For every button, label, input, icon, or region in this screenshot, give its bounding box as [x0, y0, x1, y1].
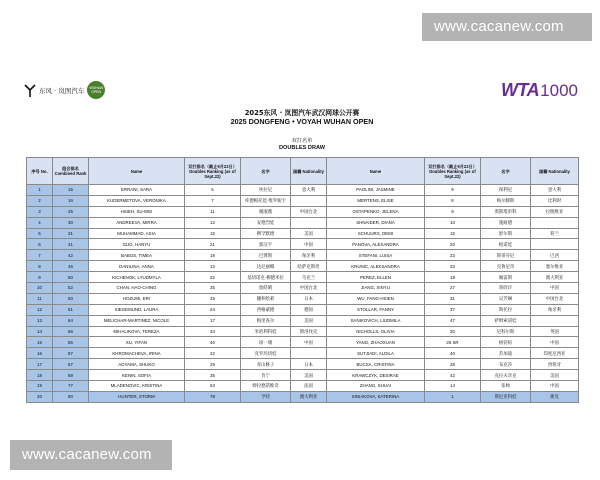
cell-player-1-ranking: 22 — [185, 348, 241, 359]
header-seq: 序号 No. — [27, 158, 53, 185]
cell-player-1-name-zh: 谢淑薇 — [241, 206, 291, 217]
cell-player-2-nationality — [531, 217, 579, 228]
cell-player-2-nationality: 印度尼西亚 — [531, 348, 579, 359]
cell-seq: 19 — [27, 381, 53, 392]
cell-combined-rank: 15 — [53, 185, 89, 196]
cell-player-1-nationality: 美国 — [291, 228, 327, 239]
cell-player-2-name-zh: 帕诺娃 — [481, 239, 531, 250]
table-row — [27, 381, 579, 392]
cell-seq: 2 — [27, 195, 53, 206]
cell-player-1-ranking: 13 — [185, 261, 241, 272]
cell-player-1-nationality — [291, 195, 327, 206]
cell-player-2-nationality: 中国 — [531, 337, 579, 348]
sponsor-logo-text: 东风 · 岚图汽车 — [39, 86, 85, 95]
cell-player-2-name: NICHOLLS, OLIVIA — [327, 326, 425, 337]
cell-player-1-nationality: 德国 — [291, 304, 327, 315]
cell-player-2-nationality: 中国台北 — [531, 293, 579, 304]
table-body — [27, 185, 579, 403]
cell-player-2-nationality: 西班牙 — [531, 359, 579, 370]
cell-player-1-nationality: 法国 — [291, 381, 327, 392]
cell-player-2-name: ZHANG, SHUAI — [327, 381, 425, 392]
cell-player-2-name-zh: 苏加迪 — [481, 348, 531, 359]
cell-player-1-name: KUDERMETOVA, VERONIKA — [89, 195, 185, 206]
cell-player-2-ranking: 23 — [425, 250, 481, 261]
cell-player-2-name-zh: 吴芳娴 — [481, 293, 531, 304]
cell-player-1-name: CHAN, HAO-CHING — [89, 283, 185, 294]
cell-player-2-nationality: 意大利 — [531, 185, 579, 196]
cell-player-1-ranking: 24 — [185, 304, 241, 315]
cell-player-2-name-zh: 施耐德 — [481, 217, 531, 228]
cell-player-1-name-zh: 穗积绘莉 — [241, 293, 291, 304]
cell-player-1-nationality: 斯洛伐克 — [291, 326, 327, 337]
cell-player-1-nationality: 中国台北 — [291, 283, 327, 294]
cell-combined-rank: 87 — [53, 348, 89, 359]
dongfeng-voyah-logo — [24, 78, 105, 102]
table-row — [27, 283, 579, 294]
cell-seq: 8 — [27, 261, 53, 272]
cell-player-2-name: PAOLINI, JASMINE — [327, 185, 425, 196]
header-name-zh: 名字 — [241, 158, 291, 185]
cell-player-1-name: ANDREEVA, MIRRA — [89, 217, 185, 228]
cell-player-1-name: MELICHAR-MARTINEZ, NICOLE — [89, 315, 185, 326]
cell-player-1-name: SIEGEMUND, LAURA — [89, 304, 185, 315]
cell-player-1-name: HUNTER, STORM — [89, 391, 185, 402]
cell-player-2-nationality: 荷兰 — [531, 228, 579, 239]
cell-player-1-ranking: 7 — [185, 195, 241, 206]
cell-seq: 3 — [27, 206, 53, 217]
cell-combined-rank: 16 — [53, 195, 89, 206]
cell-seq: 4 — [27, 217, 53, 228]
cell-player-1-ranking: 15 — [185, 228, 241, 239]
draw-document — [22, 74, 582, 414]
cell-combined-rank: 30 — [53, 217, 89, 228]
cell-player-1-ranking: 29 — [185, 359, 241, 370]
cell-player-2-name-zh: 保利尼 — [481, 185, 531, 196]
badge-text: WUHAN OPEN — [89, 86, 104, 94]
cell-player-1-nationality: 美国 — [291, 370, 327, 381]
table-row — [27, 261, 579, 272]
doubles-draw-table — [26, 157, 579, 403]
watermark-top: www.cacanew.com — [422, 13, 592, 41]
cell-player-1-name-zh: 西格蒙德 — [241, 304, 291, 315]
cell-player-2-ranking: 33 — [425, 261, 481, 272]
table-row — [27, 391, 579, 402]
cell-player-1-name-zh: 梅里查尔 — [241, 315, 291, 326]
cell-player-1-name: GUO, HANYU — [89, 239, 185, 250]
cell-player-2-name-zh: 布克莎 — [481, 359, 531, 370]
cell-player-2-ranking: 8 — [425, 195, 481, 206]
cell-player-2-name-zh: 尼科尔斯 — [481, 326, 531, 337]
cell-player-2-name-zh: 斯蒂芬尼 — [481, 250, 531, 261]
cell-combined-rank: 67 — [53, 359, 89, 370]
table-row — [27, 250, 579, 261]
table-row — [27, 195, 579, 206]
header-name: Name — [89, 158, 185, 185]
cell-combined-rank: 31 — [53, 228, 89, 239]
cell-combined-rank: 69 — [53, 370, 89, 381]
cell-player-2-nationality: 匈牙利 — [531, 304, 579, 315]
cell-seq: 17 — [27, 359, 53, 370]
cell-player-2-nationality: 中国 — [531, 381, 579, 392]
cell-seq: 13 — [27, 315, 53, 326]
cell-player-1-nationality: 匈牙利 — [291, 250, 327, 261]
table-row — [27, 293, 579, 304]
cell-player-2-nationality: 英国 — [531, 326, 579, 337]
cell-combined-rank: 61 — [53, 304, 89, 315]
header-doubles-ranking-2: 双打排名（截止9月22日） Doubles Ranking (as of Sept.22) — [425, 158, 481, 185]
cell-player-2-nationality: 巴西 — [531, 250, 579, 261]
header-doubles-ranking: 双打排名（截止9月22日） Doubles Ranking (as of Sept.22) — [185, 158, 241, 185]
cell-seq: 1 — [27, 185, 53, 196]
cell-player-1-ranking: 19 — [185, 250, 241, 261]
cell-player-1-nationality: 美国 — [291, 315, 327, 326]
cell-player-1-name: HSIEH, SU-WEI — [89, 206, 185, 217]
cell-player-2-nationality — [531, 239, 579, 250]
cell-player-2-nationality: 拉脱维亚 — [531, 206, 579, 217]
table-header-row — [27, 158, 579, 185]
cell-player-1-name-zh: 米哈利科娃 — [241, 326, 291, 337]
cell-player-1-ranking: 17 — [185, 315, 241, 326]
cell-player-2-ranking: 9 — [425, 206, 481, 217]
table-row — [27, 370, 579, 381]
cell-combined-rank: 25 — [53, 206, 89, 217]
cell-player-1-ranking: 40 — [185, 337, 241, 348]
cell-player-1-name-zh: 青山修子 — [241, 359, 291, 370]
cell-player-1-name: MIHALIKOVA, TEREZA — [89, 326, 185, 337]
subtitle-english: DOUBLES DRAW — [279, 145, 325, 151]
cell-player-2-name: SUTJIADI, ALDILA — [327, 348, 425, 359]
cell-player-1-nationality: 日本 — [291, 359, 327, 370]
cell-player-2-name: YANG, ZHAOXUAN — [327, 337, 425, 348]
cell-seq: 12 — [27, 304, 53, 315]
cell-seq: 5 — [27, 228, 53, 239]
cell-player-1-ranking: 35 — [185, 370, 241, 381]
cell-combined-rank: 77 — [53, 381, 89, 392]
cell-player-2-name-zh: 斯尼亚科娃 — [481, 391, 531, 402]
cell-player-2-ranking: 20 — [425, 239, 481, 250]
cell-player-1-ranking: 63 — [185, 381, 241, 392]
cell-combined-rank: 41 — [53, 239, 89, 250]
cell-player-2-nationality: 捷克 — [531, 391, 579, 402]
cell-player-1-name-zh: 安德烈娃 — [241, 217, 291, 228]
cell-combined-rank: 80 — [53, 391, 89, 402]
cell-player-1-ranking: 21 — [185, 239, 241, 250]
header-name-zh-2: 名字 — [481, 158, 531, 185]
cell-player-1-nationality: 澳大利亚 — [291, 391, 327, 402]
cell-player-1-ranking: 78 — [185, 391, 241, 402]
cell-combined-rank: 46 — [53, 261, 89, 272]
cell-player-1-nationality — [291, 217, 327, 228]
wta-1000-logo — [501, 80, 578, 101]
table-row — [27, 228, 579, 239]
cell-player-1-name: XU, YIFAN — [89, 337, 185, 348]
cell-player-1-name: BABOS, TIMEA — [89, 250, 185, 261]
cell-player-2-ranking: 42 — [425, 370, 481, 381]
cell-player-1-name-zh: 姆拉德诺维奇 — [241, 381, 291, 392]
header-nationality-2: 国籍 Nationality — [531, 158, 579, 185]
cell-player-1-name-zh: 克罗玛切娃 — [241, 348, 291, 359]
cell-player-1-name-zh: 埃拉尼 — [241, 185, 291, 196]
table-row — [27, 348, 579, 359]
cell-player-1-nationality: 乌克兰 — [291, 272, 327, 283]
cell-player-1-name: MUHAMMAD, ASIA — [89, 228, 185, 239]
cell-player-1-name: DANILINA, ANNA — [89, 261, 185, 272]
cell-player-1-name-zh: 基切诺克·柳德米拉 — [241, 272, 291, 283]
cell-player-1-name: KICHENOK, LYUDMYLA — [89, 272, 185, 283]
cell-player-2-name: STOLLAR, FANNY — [327, 304, 425, 315]
cell-seq: 10 — [27, 283, 53, 294]
table-row — [27, 304, 579, 315]
table-row — [27, 206, 579, 217]
cell-player-2-ranking: 9 — [425, 185, 481, 196]
cell-player-1-name-zh: 郭汉宇 — [241, 239, 291, 250]
watermark-bottom: www.cacanew.com — [10, 440, 172, 470]
table-row — [27, 315, 579, 326]
cell-seq: 9 — [27, 272, 53, 283]
cell-player-2-name-zh: 萨姆索诺娃 — [481, 315, 531, 326]
cell-player-2-name: PEREZ, ELLEN — [327, 272, 425, 283]
cell-player-2-ranking: 18 — [425, 272, 481, 283]
cell-player-2-ranking: 27 — [425, 283, 481, 294]
cell-player-1-nationality: 哈萨克斯坦 — [291, 261, 327, 272]
cell-player-2-ranking: 26 SR — [425, 337, 481, 348]
cell-player-2-name: OSTAPENKO, JELENA — [327, 206, 425, 217]
cell-player-1-name-zh: 巴博斯 — [241, 250, 291, 261]
wta-brand: WTA — [501, 80, 540, 100]
table-row — [27, 337, 579, 348]
cell-player-2-nationality: 比利时 — [531, 195, 579, 206]
cell-player-1-ranking: 25 — [185, 293, 241, 304]
cell-player-2-ranking: 28 — [425, 359, 481, 370]
cell-player-1-name-zh: 穆罕默德 — [241, 228, 291, 239]
header-name-2: Name — [327, 158, 425, 185]
cell-player-2-name-zh: 克拉夫奇克 — [481, 370, 531, 381]
cell-combined-rank: 64 — [53, 315, 89, 326]
cell-seq: 7 — [27, 250, 53, 261]
table-row — [27, 359, 579, 370]
cell-combined-rank: 42 — [53, 250, 89, 261]
cell-player-2-nationality: 中国 — [531, 283, 579, 294]
cell-player-2-name: SANIKOVICH, LIUDMILA — [327, 315, 425, 326]
cell-combined-rank: 52 — [53, 283, 89, 294]
cell-player-1-ranking: 5 — [185, 185, 241, 196]
cell-seq: 16 — [27, 348, 53, 359]
cell-player-1-name-zh: 达尼丽娜 — [241, 261, 291, 272]
cell-player-2-name: MERTENS, ELISE — [327, 195, 425, 206]
cell-player-2-name-zh: 佩雷斯 — [481, 272, 531, 283]
cell-player-1-name: KENIN, SOFIA — [89, 370, 185, 381]
table-row — [27, 239, 579, 250]
cell-player-2-name: SINIAKOVA, KATERINA — [327, 391, 425, 402]
cell-player-1-ranking: 34 — [185, 326, 241, 337]
cell-player-2-name-zh: 奥斯塔彭科 — [481, 206, 531, 217]
wta-level: 1000 — [540, 81, 578, 100]
cell-player-1-nationality: 中国 — [291, 337, 327, 348]
title-chinese: 2025东风 · 岚图汽车武汉网球公开赛 — [244, 109, 360, 117]
cell-player-1-nationality: 中国 — [291, 239, 327, 250]
cell-player-2-ranking: 37 — [425, 304, 481, 315]
cell-combined-rank: 66 — [53, 326, 89, 337]
cell-seq: 15 — [27, 337, 53, 348]
cell-player-2-ranking: 31 — [425, 293, 481, 304]
cell-player-2-name: SCHUURS, DEMI — [327, 228, 425, 239]
wuhan-open-badge-icon — [87, 81, 105, 99]
cell-player-2-name: SHNAIDER, DIANA — [327, 217, 425, 228]
table-row — [27, 326, 579, 337]
cell-seq: 6 — [27, 239, 53, 250]
header-nationality: 国籍 Nationality — [291, 158, 327, 185]
cell-player-1-nationality — [291, 348, 327, 359]
cell-player-2-name-zh: 克鲁尼奇 — [481, 261, 531, 272]
cell-player-1-name-zh: 詹皓晴 — [241, 283, 291, 294]
cell-player-2-ranking: 14 — [425, 381, 481, 392]
cell-player-1-ranking: 11 — [185, 206, 241, 217]
cell-combined-rank: 60 — [53, 293, 89, 304]
cell-player-2-name-zh: 张帅 — [481, 381, 531, 392]
cell-player-2-name-zh: 杨钊煊 — [481, 337, 531, 348]
cell-player-1-name: KHROMACHEVA, IRINA — [89, 348, 185, 359]
cell-seq: 14 — [27, 326, 53, 337]
cell-player-1-name-zh: 亨特 — [241, 391, 291, 402]
cell-player-2-ranking: 15 — [425, 228, 481, 239]
cell-player-2-name: JIANG, XINYU — [327, 283, 425, 294]
cell-player-1-name-zh: 库德梅托娃·维罗妮卡 — [241, 195, 291, 206]
table-row — [27, 217, 579, 228]
cell-player-1-nationality: 日本 — [291, 293, 327, 304]
cell-player-2-ranking: 10 — [425, 217, 481, 228]
cell-player-2-name-zh: 蒋欣玗 — [481, 283, 531, 294]
cell-player-1-name: HOZUMI, ERI — [89, 293, 185, 304]
cell-player-2-ranking: 30 — [425, 326, 481, 337]
title-english: 2025 DONGFENG • VOYAH WUHAN OPEN — [230, 117, 374, 126]
cell-player-2-nationality — [531, 315, 579, 326]
cell-seq: 11 — [27, 293, 53, 304]
subtitle-chinese: 双打名单 — [291, 138, 313, 144]
dongfeng-logo-icon — [24, 83, 36, 97]
cell-player-2-ranking: 47 — [425, 315, 481, 326]
cell-player-2-name: WU, FANG-HSIEN — [327, 293, 425, 304]
cell-player-1-name: MLADENOVIC, KRISTINA — [89, 381, 185, 392]
cell-player-2-nationality: 澳大利亚 — [531, 272, 579, 283]
cell-player-2-name: KRAWCZYK, DESIRAE — [327, 370, 425, 381]
cell-player-2-name: PANOVA, ALEXANDRA — [327, 239, 425, 250]
cell-player-2-ranking: 1 — [425, 391, 481, 402]
cell-player-1-name: ERRANI, SARA — [89, 185, 185, 196]
cell-combined-rank: 50 — [53, 272, 89, 283]
cell-player-2-nationality: 塞尔维亚 — [531, 261, 579, 272]
cell-seq: 18 — [27, 370, 53, 381]
table-row — [27, 272, 579, 283]
cell-seq: 20 — [27, 391, 53, 402]
cell-player-2-name-zh: 斯托拉 — [481, 304, 531, 315]
cell-player-2-name: STEFANI, LUISA — [327, 250, 425, 261]
cell-player-1-ranking: 12 — [185, 217, 241, 228]
cell-player-1-nationality: 意大利 — [291, 185, 327, 196]
cell-player-1-ranking: 25 — [185, 283, 241, 294]
cell-combined-rank: 85 — [53, 337, 89, 348]
cell-player-1-name-zh: 肯宁 — [241, 370, 291, 381]
table-row — [27, 185, 579, 196]
cell-player-2-name-zh: 舒尔斯 — [481, 228, 531, 239]
cell-player-2-nationality: 美国 — [531, 370, 579, 381]
cell-player-1-nationality: 中国台北 — [291, 206, 327, 217]
cell-player-2-name: BUCSA, CRISTINA — [327, 359, 425, 370]
cell-player-1-name-zh: 徐一璠 — [241, 337, 291, 348]
header-combined-rank: 组合排名 Combined Rank — [53, 158, 89, 185]
cell-player-1-name: AOYAMA, SHUKO — [89, 359, 185, 370]
cell-player-2-name-zh: 梅尔滕斯 — [481, 195, 531, 206]
cell-player-2-ranking: 40 — [425, 348, 481, 359]
cell-player-1-ranking: 22 — [185, 272, 241, 283]
cell-player-2-name: KRUNIC, ALEKSANDRA — [327, 261, 425, 272]
